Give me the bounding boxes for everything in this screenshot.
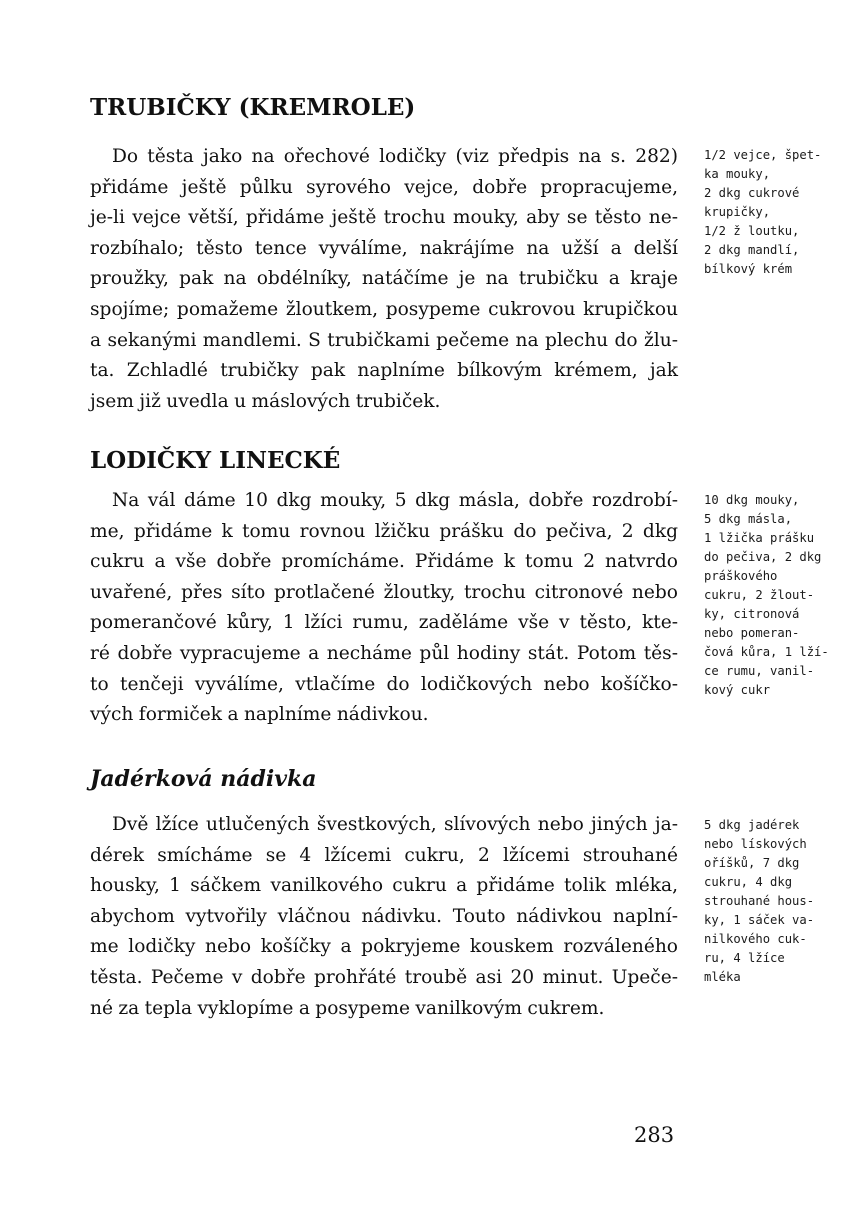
body-line: né za tepla vyklopíme a posypeme vanilkovým cukrem. xyxy=(90,997,605,1019)
body-line: pomerančové kůry, 1 lžíci rumu, zaděláme vše v těsto, kte- xyxy=(90,612,678,634)
body-line: je-li vejce větší, přidáme ještě trochu mouky, aby se těsto ne- xyxy=(90,207,678,229)
recipe-title-trubicky: TRUBIČKY (KREMROLE) xyxy=(90,94,416,121)
body-line: uvařené, přes síto protlačené žloutky, trochu citronové nebo xyxy=(90,581,678,603)
body-line: přidáme ještě půlku syrového vejce, dobře propracujeme, xyxy=(90,176,678,198)
ingredient-line: ky, 1 sáček va- xyxy=(704,913,815,927)
body-line: rozbíhalo; těsto tence vyválíme, nakrájíme na užší a delší xyxy=(90,237,678,259)
ingredient-line: 2 dkg cukrové xyxy=(704,186,800,200)
recipe-body-jaderkova-nadivka xyxy=(90,810,678,1024)
ingredient-line: do pečiva, 2 dkg xyxy=(704,550,822,564)
ingredients-note-lodicky-linecke xyxy=(704,491,834,700)
body-line: a sekanými mandlemi. S trubičkami pečeme na plechu do žlu- xyxy=(90,329,678,351)
body-line: proužky, pak na obdélníky, natáčíme je na trubičku a kraje xyxy=(90,268,678,290)
body-line: me, přidáme k tomu rovnou lžičku prášku do pečiva, 2 dkg xyxy=(90,520,678,542)
ingredient-line: strouhané hous- xyxy=(704,894,815,908)
ingredients-note-jaderkova-nadivka xyxy=(704,816,834,987)
body-line: to tenčeji vyválíme, vtlačíme do lodičkových nebo košíčko- xyxy=(90,673,678,695)
body-line: ré dobře vypracujeme a necháme půl hodiny stát. Potom těs- xyxy=(90,642,678,664)
ingredient-line: 1/2 ž loutku, xyxy=(704,224,800,238)
ingredient-line: oříšků, 7 dkg xyxy=(704,856,800,870)
ingredient-line: 5 dkg jadérek xyxy=(704,818,800,832)
body-line: abychom vytvořily vláčnou nádivku. Touto nádivkou naplní- xyxy=(90,905,678,927)
body-line: spojíme; pomažeme žloutkem, posypeme cukrovou krupičkou xyxy=(90,298,678,320)
body-line: vých formiček a naplníme nádivkou. xyxy=(90,704,429,726)
ingredient-line: nebo lískových xyxy=(704,837,807,851)
body-line: jsem již uvedla u máslových trubiček. xyxy=(90,390,441,412)
ingredient-line: cukru, 2 žlout- xyxy=(704,588,815,602)
ingredient-line: kový cukr xyxy=(704,683,771,697)
recipe-title-lodicky-linecke: LODIČKY LINECKÉ xyxy=(90,447,341,474)
ingredient-line: 10 dkg mouky, xyxy=(704,493,800,507)
ingredient-line: krupičky, xyxy=(704,205,771,219)
body-line: dérek smícháme se 4 lžícemi cukru, 2 lžícemi strouhané xyxy=(90,844,678,866)
ingredients-note-trubicky xyxy=(704,146,834,279)
ingredient-line: ce rumu, vanil- xyxy=(704,664,815,678)
body-line: Do těsta jako na ořechové lodičky (viz předpis na s. 282) xyxy=(112,146,678,167)
body-line: těsta. Pečeme v dobře prohřáté troubě asi 20 minut. Upeče- xyxy=(90,966,678,988)
ingredient-line: mléka xyxy=(704,970,741,984)
ingredient-line: cukru, 4 dkg xyxy=(704,875,793,889)
body-line: housky, 1 sáčkem vanilkového cukru a přidáme tolik mléka, xyxy=(90,875,678,897)
body-line: Na vál dáme 10 dkg mouky, 5 dkg másla, dobře rozdrobí- xyxy=(112,490,678,511)
body-line: me lodičky nebo košíčky a pokryjeme kouskem rozváleného xyxy=(90,936,678,958)
ingredient-line: 5 dkg másla, xyxy=(704,512,793,526)
ingredient-line: bílkový krém xyxy=(704,262,793,276)
ingredient-line: čová kůra, 1 lží- xyxy=(704,645,829,659)
ingredient-line: 1/2 vejce, špet- xyxy=(704,148,822,162)
body-line: ta. Zchladlé trubičky pak naplníme bílkovým krémem, jak xyxy=(90,360,678,382)
page-number: 283 xyxy=(634,1123,675,1147)
recipe-title-jaderkova-nadivka: Jadérková nádivka xyxy=(90,766,317,792)
ingredient-line: práškového xyxy=(704,569,778,583)
ingredient-line: nebo pomeran- xyxy=(704,626,800,640)
ingredient-line: 1 lžička prášku xyxy=(704,531,815,545)
ingredient-line: ru, 4 lžíce xyxy=(704,951,785,965)
ingredient-line: ka mouky, xyxy=(704,167,771,181)
body-line: cukru a vše dobře promícháme. Přidáme k tomu 2 natvrdo xyxy=(90,551,678,573)
ingredient-line: 2 dkg mandlí, xyxy=(704,243,800,257)
recipe-body-lodicky-linecke xyxy=(90,486,678,731)
ingredient-line: nilkového cuk- xyxy=(704,932,807,946)
body-line: Dvě lžíce utlučených švestkových, slívových nebo jiných ja- xyxy=(112,814,678,835)
ingredient-line: ky, citronová xyxy=(704,607,800,621)
recipe-body-trubicky xyxy=(90,142,678,417)
